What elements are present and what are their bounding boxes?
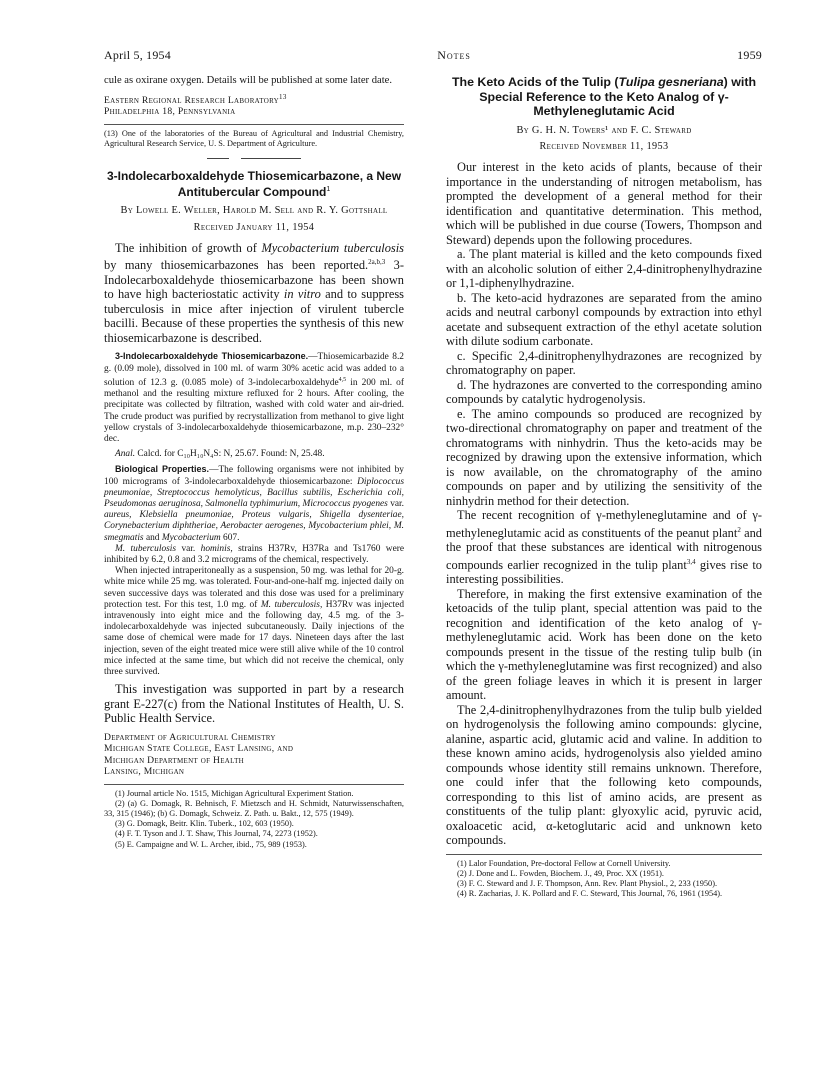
received-date-right: Received November 11, 1953 [539, 141, 669, 153]
received-date: Received January 11, 1954 [193, 221, 315, 233]
footnote: (2) (a) G. Domagk, R. Behnisch, F. Mietzsch and H. Schmidt, Naturwissenschaften, 33, 315 (1946); (b) G. Domagk, Schweiz. Z. Path. u. Bakt., 12, 575 (1949). [104, 799, 404, 819]
procedure-c: c. Specific 2,4-dinitrophenylhydrazones are recognized by chromatography on paper. [446, 348, 762, 378]
article-title-right: The Keto Acids of the Tulip (Tulipa gesneriana) with Special Reference to the Keto Analog of γ-Methyleneglutamic Acid [451, 75, 757, 118]
biological-paragraph: Biological Properties.—The following organisms were not inhibited by 100 micrograms of 3-indolecarboxaldehyde thiosemicarbazone: Diplococcus pneumoniae, Streptococcus hemolyticus, Bacillus subtilis, Escherichia coli, Pseudomonas aeruginosa, Salmonella typhimurium, Micrococcus pyogenes var. aureus, Klebsiella pneumoniae, Proteus vulgaris, Shigella dysenteriae, Corynebacterium diphtheriae, Aerobacter aerogenes, Mycobacterium phlei, M. smegmatis and Mycobacterium 607. [104, 464, 404, 543]
right-footnotes [446, 859, 762, 899]
recent-recognition-paragraph: The recent recognition of γ-methyleneglutamine and of γ-methyleneglutamic acid as constituents of the peanut plant$^2$ and the proof that these substances are identical with nitrogenous compounds earlier recognized in the tulip plant$^{3,4}$ gives rise to interesting possibilities. [446, 508, 762, 587]
footnote: (1) Lalor Foundation, Pre-doctoral Fellow at Cornell University. [457, 858, 671, 868]
left-footnotes [104, 789, 404, 850]
header-section: Notes [437, 48, 471, 62]
section-divider [104, 158, 404, 159]
synthesis-paragraph: 3-Indolecarboxaldehyde Thiosemicarbazone.—Thiosemicarbazide 8.2 g. (0.09 mole), dissolved in 100 ml. of warm 30% acetic acid was added to a solution of 12.3 g. (0.085 mole) of 3-indolecarboxaldehyde$^{4,5}$ in 200 ml. of methanol and the resulting mixture refluxed for 2 hours. After cooling, the precipitate was collected by filtration, washed with cold water and air-dried. The crude product was purified by recrystallization from methanol to give light yellow crystals of 3-indolecarboxaldehyde thiosemicarbazone, m.p. 230–232° dec. [104, 351, 404, 444]
body-paragraph: Therefore, in making the first extensive examination of the ketoacids of the tulip plant, special attention was paid to the recognition and identification of the keto analog of γ-methyleneglutamic acid. Work has been done on the keto compounds present in the tissue of the resting tulip bulb (in which the γ-methyleneglutamine was first recognized) and also of the green foliage leaves in which it is present in larger amount. [446, 586, 762, 703]
body-paragraph: The 2,4-dinitrophenylhydrazones from the tulip bulb yielded on hydrogenolysis the following amino compounds: glycine, alanine, aspartic acid, glutamic acid and valine. In addition to these known amino acids, hydrogenolysis also yielded amino compounds whose identity still remains unknown. Therefore, one could infer that the following keto compounds, corresponding to this list of amino acids, are present as constituents of the tulip plant: glyoxylic acid, pyruvic acid, oxaloacetic acid, α-ketoglutaric acid and unknown keto compounds. [446, 702, 762, 848]
left-column [104, 75, 404, 899]
author-address: Department of Agricultural Chemistry Michigan State College, East Lansing, and Michigan Department of Health Lansing, Michigan [104, 731, 294, 778]
acknowledgement-paragraph: This investigation was supported in part by a research grant E-227(c) from the National Institutes of Health, U. S. Public Health Service. [104, 682, 404, 726]
intro-paragraph: The inhibition of growth of Mycobacterium tuberculosis by many thiosemicarbazones has been reported.$^{2a,b,3}$ 3-Indolecarboxaldehyde thiosemicarbazone has been shown to have high bacteriostatic activity in vitro and to suppress tuberculosis in mice after injection of virulent tubercle bacilli. Because of these properties the synthesis of this new thiosemicarbazone is described. [104, 240, 405, 345]
footnote: (1) Journal article No. 1515, Michigan Agricultural Experiment Station. [115, 789, 354, 799]
procedure-a: a. The plant material is killed and the keto compounds fixed with an alcoholic solution of either 2,4-dinitrophenylhydrazine or 1,1-diphenylhydrazine. [446, 247, 762, 291]
running-head [104, 48, 762, 63]
footnote: (4) F. T. Tyson and J. T. Shaw, This Journal, 74, 2273 (1952). [115, 829, 318, 839]
procedure-b: b. The keto-acid hydrazones are separated from the amino acids and neutral carbonyl compounds by extraction into ethyl acetate and subsequent extraction of the ethyl acetate solution with dilute sodium carbonate. [446, 290, 762, 349]
footnote: (3) F. C. Steward and J. F. Thompson, Ann. Rev. Plant Physiol., 2, 233 (1950). [457, 879, 718, 889]
footnote: (3) G. Domagk, Beitr. Klin. Tuberk., 102, 603 (1950). [115, 819, 294, 829]
header-date: April 5, 1954 [104, 48, 171, 62]
footnote-13: (13) One of the laboratories of the Bureau of Agricultural and Industrial Chemistry, Agricultural Research Service, U. S. Department of Agriculture. [104, 128, 404, 149]
article-title: 3-Indolecarboxaldehyde Thiosemicarbazone, a New Antitubercular Compound$^1$ [106, 169, 402, 200]
byline: By Lowell E. Weller, Harold M. Sell and R. Y. Gottshall [120, 205, 388, 217]
byline-right: By G. H. N. Towers¹ and F. C. Steward [516, 124, 692, 136]
strains-paragraph: M. tuberculosis var. hominis, strains H37Rv, H37Ra and Ts1760 were inhibited by 6.2, 0.8 and 3.2 micrograms of the chemical, respectively. [104, 543, 405, 565]
right-column [446, 75, 762, 899]
procedure-e: e. The amino compounds so produced are recognized by two-directional chromatography on paper and treatment of the chromatograms with ninhydrin. Thus the keto-acids may be recognized by drawing upon the extensive information, which is now available, on the chromatography of the amino compounds on paper and by utilizing the sensitivity of the ninhydrin method for their detection. [446, 406, 762, 508]
analysis-paragraph: Anal. Calcd. for C₁₀H₁₀N₄S: N, 25.67. Found: N, 25.48. [115, 449, 325, 460]
body-paragraph: Our interest in the keto acids of plants, because of their importance in the understanding of nitrogen metabolism, has prompted the development of a general method for their identification and quantitative determination. This method, which will be published in due course (Towers, Thompson and Steward) depends upon the following procedures. [446, 160, 762, 247]
footnote: (4) R. Zacharias, J. K. Pollard and F. C. Steward, This Journal, 76, 1961 (1954). [457, 889, 723, 899]
injection-paragraph: When injected intraperitoneally as a suspension, 50 mg. was lethal for 20-g. white mice while 25 mg. was tolerated. Four-and-one-half mg. injected daily on seven successive days was tolerated and this dose was used for a preliminary protection test. For this test, 1.0 mg. of M. tuberculosis, H37Rv was injected intravenously into eight mice and the following day, 4.5 mg. of the 3-indolecarboxaldehyde was injected subcutaneously. Daily injections of the same dose of chemical were made for 17 days. Nineteen days after the last injection, seven of the eight treated mice were still alive while of the 10 control mice infected at the same time, but which did not receive the chemical, only three survived. [104, 566, 405, 677]
header-page-number: 1959 [737, 48, 762, 62]
continued-text: cule as oxirane oxygen. Details will be published at some later date. [104, 75, 393, 86]
procedure-d: d. The hydrazones are converted to the corresponding amino compounds by catalytic hydrogenolysis. [446, 377, 762, 407]
footnote: (2) J. Done and L. Fowden, Biochem. J., 49, Proc. XX (1951). [457, 868, 664, 878]
footnote: (5) E. Campaigne and W. L. Archer, ibid., 75, 989 (1953). [115, 839, 307, 849]
lab-address: Eastern Regional Research Laboratory$^{13}$ Philadelphia 18, Pennsylvania [104, 92, 287, 118]
